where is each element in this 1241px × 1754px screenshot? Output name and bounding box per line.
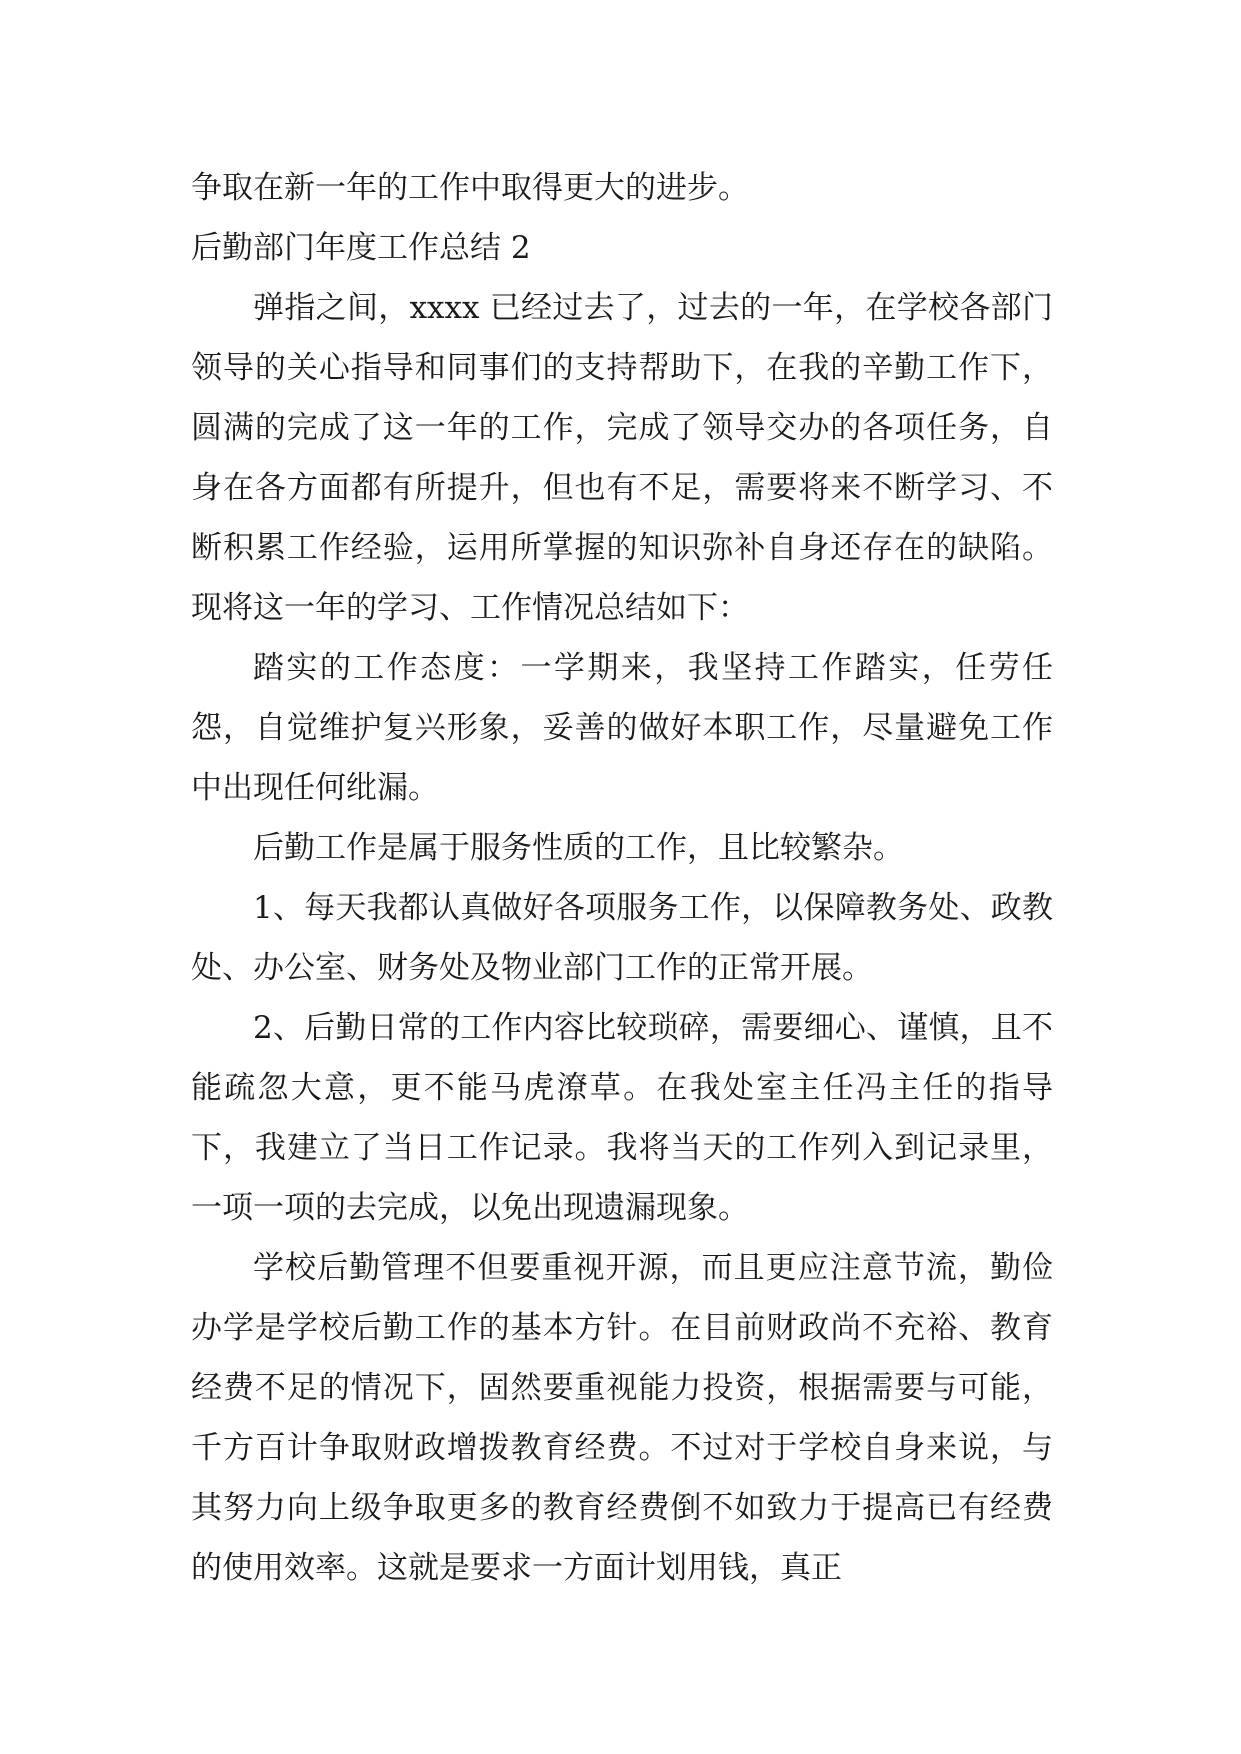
paragraph-item-1: 1、每天我都认真做好各项服务工作，以保障教务处、政教处、办公室、财务处及物业部门工作的正常开展。: [191, 890, 1053, 986]
section-heading: 后勤部门年度工作总结 2: [191, 230, 531, 266]
paragraph-service-nature: 后勤工作是属于服务性质的工作，且比较繁杂。: [253, 830, 904, 866]
paragraph-work-attitude: 踏实的工作态度：一学期来，我坚持工作踏实，任劳任怨，自觉维护复兴形象，妥善的做好本职工作，尽量避免工作中出现任何纰漏。: [191, 650, 1053, 806]
opening-line: 争取在新一年的工作中取得更大的进步。: [191, 170, 749, 206]
paragraph-item-2: 2、后勤日常的工作内容比较琐碎，需要细心、谨慎，且不能疏忽大意，更不能马虎潦草。在我处室主任冯主任的指导下，我建立了当日工作记录。我将当天的工作列入到记录里，一项一项的去完成，以免出现遗漏现象。: [191, 1010, 1053, 1226]
document-body: [191, 158, 1053, 1598]
paragraph-intro: 弹指之间，xxxx 已经过去了，过去的一年，在学校各部门领导的关心指导和同事们的支持帮助下，在我的辛勤工作下，圆满的完成了这一年的工作，完成了领导交办的各项任务，自身在各方面都有所提升，但也有不足，需要将来不断学习、不断积累工作经验，运用所掌握的知识弥补自身还存在的缺陷。现将这一年的学习、工作情况总结如下：: [191, 290, 1053, 626]
paragraph-frugality: 学校后勤管理不但要重视开源，而且更应注意节流，勤俭办学是学校后勤工作的基本方针。在目前财政尚不充裕、教育经费不足的情况下，固然要重视能力投资，根据需要与可能，千方百计争取财政增拨教育经费。不过对于学校自身来说，与其努力向上级争取更多的教育经费倒不如致力于提高已有经费的使用效率。这就是要求一方面计划用钱，真正: [191, 1250, 1053, 1586]
